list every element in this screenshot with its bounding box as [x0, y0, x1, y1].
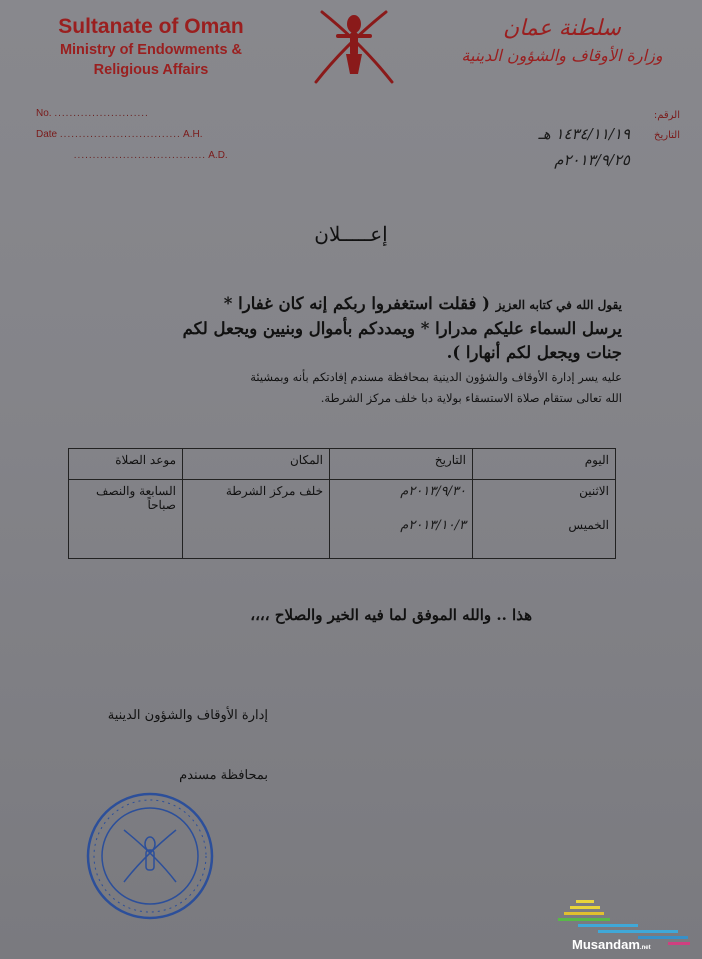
signature-line1: إدارة الأوقاف والشؤون الدينية: [107, 708, 268, 723]
verse-line2: يرسل السماء عليكم مدرارا * ويمددكم بأموال وبنيين ويجعل لكم: [182, 319, 622, 338]
header-english: [36, 14, 266, 80]
ministry-name-en-line1: Ministry of Endowments &: [59, 42, 243, 58]
dates-cell: [330, 480, 473, 559]
header-time: موعد الصلاة: [69, 449, 183, 480]
reference-fields-en: No. ......................... Date ................................ A.H. ................................... A.D.: [36, 108, 228, 161]
date-label: Date: [36, 129, 58, 140]
gregorian-date: ٢٠١٣/٩/٢٥م: [554, 151, 630, 169]
no-label: No.: [36, 108, 52, 119]
watermark-suffix: .net: [639, 945, 651, 951]
header-day: اليوم: [473, 449, 616, 480]
verse-line3: جنات ويجعل لكم أنهارا ).: [446, 343, 622, 362]
ar-date-label: التاريخ: [654, 130, 680, 141]
time-cell: السابعة والنصف صباحاً: [69, 480, 183, 559]
oman-emblem-icon: [306, 4, 402, 86]
announcement-body: [62, 292, 622, 407]
official-stamp-icon: [84, 790, 216, 922]
note-line1: عليه يسر إدارة الأوقاف والشؤون الدينية بمحافظة مسندم إفادتكم بأنه وبمشيئة: [250, 370, 622, 384]
header-date: التاريخ: [330, 449, 473, 480]
closing-line: هذا .. والله الموفق لما فيه الخير والصلاح ،،،،: [250, 606, 532, 624]
day-2: الخميس: [568, 518, 609, 532]
table-header-row: [69, 449, 616, 480]
table-row: [69, 480, 616, 559]
country-name-en: Sultanate of Oman: [58, 15, 244, 38]
ad-label: A.D.: [208, 150, 228, 161]
signature-line2: بمحافظة مسندم: [179, 768, 268, 783]
watermark-name: Musandam: [572, 937, 640, 952]
note-line2: الله تعالى ستقام صلاة الاستسقاء بولاية دبا خلف مركز الشرطة.: [320, 391, 622, 405]
hijri-date: ١٤٣٤/١١/١٩ هـ: [538, 125, 630, 143]
day-1: الاثنين: [579, 484, 609, 498]
ministry-name-en-line2: Religious Affairs: [93, 62, 209, 78]
ministry-name-ar: وزارة الأوقاف والشؤون الدينية: [461, 46, 663, 65]
announcement-title: إعـــــلان: [314, 222, 388, 246]
ah-label: A.H.: [183, 129, 203, 140]
place-cell: خلف مركز الشرطة: [183, 480, 330, 559]
header-place: المكان: [183, 449, 330, 480]
days-cell: [473, 480, 616, 559]
date-1: ٢٠١٣/٩/٣٠م: [400, 484, 466, 499]
ar-no-label: الرقم:: [653, 110, 680, 121]
verse-line1: ( فقلت استغفروا ربكم إنه كان غفارا *: [223, 294, 490, 313]
country-name-ar: سلطنة عمان: [503, 16, 621, 41]
verse-intro: يقول الله في كتابه العزيز: [495, 298, 622, 312]
watermark-text: [572, 937, 651, 952]
date-2: ٢٠١٣/١٠/٣م: [400, 518, 466, 533]
header-arabic: [452, 14, 672, 68]
prayer-schedule-table: [68, 448, 616, 559]
